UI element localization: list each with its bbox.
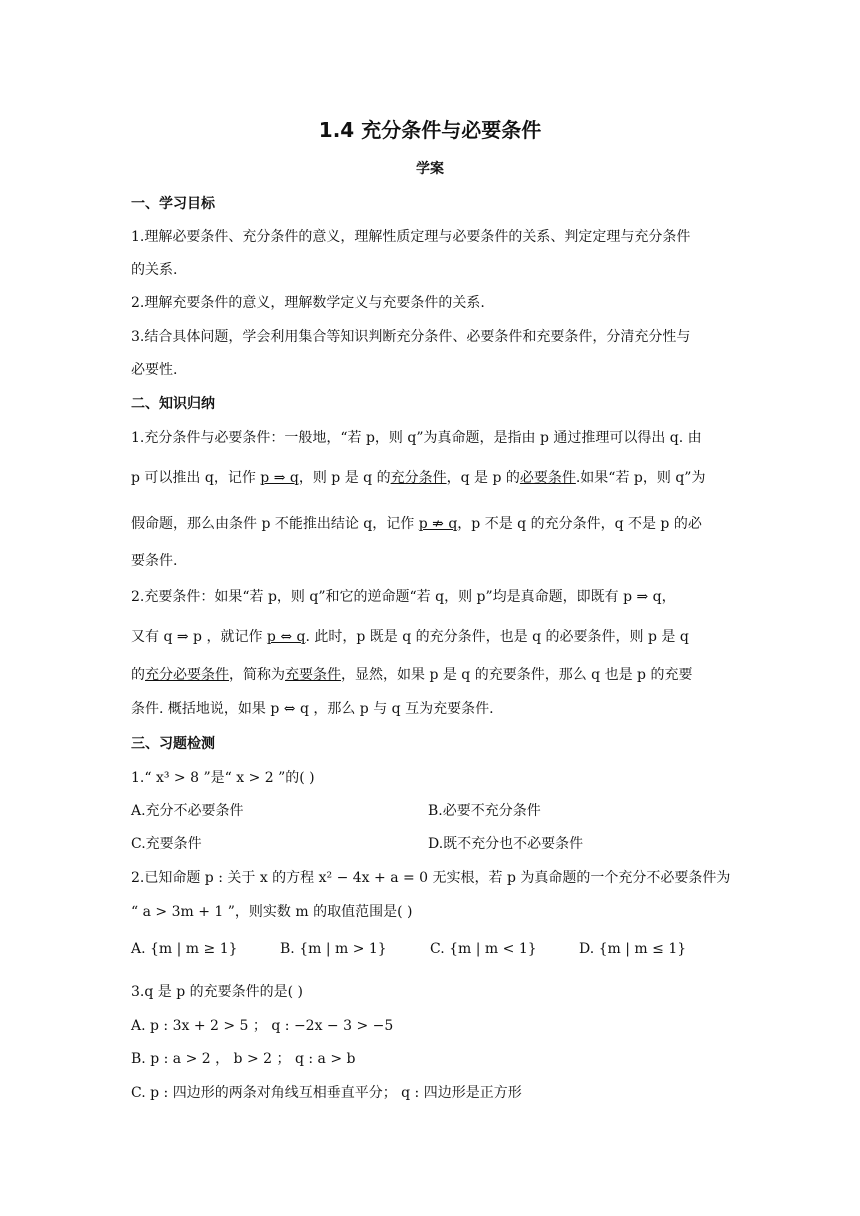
q1-option-b: B.必要不充分条件 xyxy=(428,803,541,819)
text-run: ，显然，如果 p 是 q 的充要条件，那么 q 也是 p 的充要 xyxy=(341,667,693,683)
knowledge-1-line-1: 1.充分条件与必要条件：一般地，“若 p，则 q”为真命题，是指由 p 通过推理可以得出 q. 由 xyxy=(131,430,702,446)
knowledge-2-line-2 xyxy=(131,626,689,646)
underlined-term: 充分条件 xyxy=(390,470,447,486)
text-run: ，简称为 xyxy=(229,667,285,683)
question-1: 1.“ x³ > 8 ”是“ x > 2 ”的( ) xyxy=(131,770,315,786)
q2-option-b: B. {m | m > 1} xyxy=(280,941,387,957)
section-heading-exercises: 三、习题检测 xyxy=(131,736,215,752)
question-2-line-1: 2.已知命题 p : 关于 x 的方程 x² − 4x + a = 0 无实根，若 p 为真命题的一个充分不必要条件为 xyxy=(131,870,731,886)
text-run: p 可以推出 q，记作 xyxy=(131,470,261,486)
iff-symbol: p ⇔ q xyxy=(266,629,306,645)
underlined-term: 充要条件 xyxy=(285,667,341,683)
knowledge-1-line-2 xyxy=(131,467,705,487)
goal-1-line-2: 的关系. xyxy=(131,262,178,278)
section-heading-goals: 一、学习目标 xyxy=(131,196,215,212)
q3-option-c: C. p : 四边形的两条对角线互相垂直平分； q : 四边形是正方形 xyxy=(131,1085,522,1101)
question-2-line-2: “ a > 3m + 1 ”，则实数 m 的取值范围是( ) xyxy=(131,904,413,920)
knowledge-2-line-4: 条件. 概括地说，如果 p ⇔ q ，那么 p 与 q 互为充要条件. xyxy=(131,701,494,717)
q2-option-d: D. {m | m ≤ 1} xyxy=(579,941,687,957)
goal-3-line-2: 必要性. xyxy=(131,362,178,378)
q3-option-a: A. p : 3x + 2 > 5 ； q : −2x − 3 > −5 xyxy=(131,1018,394,1034)
page-title: 1.4 充分条件与必要条件 xyxy=(318,118,542,142)
question-3: 3.q 是 p 的充要条件的是( ) xyxy=(131,984,304,1000)
page-subtitle: 学案 xyxy=(416,161,444,177)
q1-option-d: D.既不充分也不必要条件 xyxy=(428,836,584,852)
knowledge-2-line-1: 2.充要条件：如果“若 p，则 q”和它的逆命题“若 q，则 p”均是真命题，即既有 p ⇒ q， xyxy=(131,589,676,605)
underlined-term: 充分必要条件 xyxy=(145,667,229,683)
implies-symbol: p ⇒ q xyxy=(260,470,299,486)
goal-2: 2.理解充要条件的意义，理解数学定义与充要条件的关系. xyxy=(131,295,485,311)
goal-3-line-1: 3.结合具体问题，学会利用集合等知识判断充分条件、必要条件和充要条件，分清充分性与 xyxy=(131,329,691,345)
knowledge-1-line-3 xyxy=(131,513,702,533)
text-run: 假命题，那么由条件 p 不能推出结论 q，记作 xyxy=(131,516,419,532)
q3-option-b: B. p : a > 2 ， b > 2 ； q : a > b xyxy=(131,1051,356,1067)
section-heading-knowledge: 二、知识归纳 xyxy=(131,396,215,412)
text-run: 又有 q ⇒ p ，就记作 xyxy=(131,629,267,645)
underlined-term: 必要条件 xyxy=(519,470,576,486)
text-run: .如果“若 p，则 q”为 xyxy=(575,470,706,486)
knowledge-2-line-3 xyxy=(131,664,692,684)
knowledge-1-line-4: 要条件. xyxy=(131,553,178,569)
q1-option-c: C.充要条件 xyxy=(131,836,202,852)
q2-option-c: C. {m | m < 1} xyxy=(430,941,537,957)
text-run: ，q 是 p 的 xyxy=(446,470,520,486)
q1-option-a: A.充分不必要条件 xyxy=(131,803,244,819)
not-implies-symbol: p ⇏ q xyxy=(418,516,458,532)
q2-option-a: A. {m | m ≥ 1} xyxy=(131,941,238,957)
goal-1-line-1: 1.理解必要条件、充分条件的意义，理解性质定理与必要条件的关系、判定定理与充分条件 xyxy=(131,229,691,245)
text-run: 的 xyxy=(131,667,145,683)
text-run: ，p 不是 q 的充分条件，q 不是 p 的必 xyxy=(457,516,702,532)
text-run: . 此时，p 既是 q 的充分条件，也是 q 的必要条件，则 p 是 q xyxy=(305,629,689,645)
text-run: ，则 p 是 q 的 xyxy=(298,470,391,486)
